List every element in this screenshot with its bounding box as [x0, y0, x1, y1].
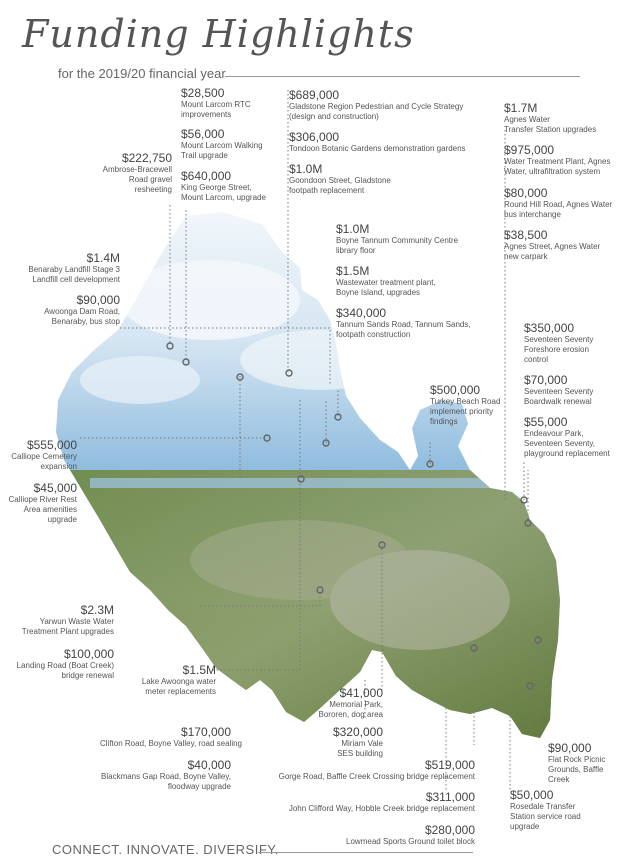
- project-label: $90,000 Awoonga Dam Road, Benaraby, bus stop: [44, 293, 120, 326]
- project-label: $28,500 Mount Larcom RTC improvements: [181, 86, 251, 119]
- project-label: $38,500 Agnes Street, Agnes Water new carpark: [504, 228, 601, 261]
- project-label: $306,000 Tondoon Botanic Gardens demonstration gardens: [289, 130, 466, 153]
- footer-divider: [258, 852, 473, 853]
- page-title: Funding Highlights: [22, 12, 415, 56]
- project-label: $350,000 Seventeen Seventy Foreshore erosion control: [524, 321, 594, 364]
- project-label: $1.0M Boyne Tannum Community Centre library floor: [336, 222, 459, 255]
- project-label: $311,000 John Clifford Way, Hobble Creek bridge replacement: [288, 790, 475, 813]
- project-label: $45,000 Calliope River Rest Area amenities upgrade: [8, 481, 77, 524]
- project-label: $170,000 Clifton Road, Boyne Valley, road sealing: [100, 725, 243, 748]
- project-label: $1.4M Benaraby Landfill Stage 3 Landfill cell development: [28, 251, 120, 284]
- footer-tagline: CONNECT. INNOVATE. DIVERSIFY.: [52, 842, 279, 857]
- project-label: $340,000 Tannum Sands Road, Tannum Sands, footpath construction: [336, 306, 471, 339]
- project-label: $40,000 Blackmans Gap Road, Boyne Valley, floodway upgrade: [101, 758, 231, 791]
- project-label: $1.5M Lake Awoonga water meter replacements: [141, 663, 216, 696]
- project-label: $1.7M Agnes Water Transfer Station upgrades: [504, 101, 597, 134]
- project-label: $90,000 Flat Rock Picnic Grounds, Baffle Creek: [548, 741, 606, 784]
- project-label: $320,000 Miriam Vale SES building: [332, 725, 383, 758]
- project-label: $70,000 Seventeen Seventy Boardwalk renewal: [524, 373, 594, 406]
- project-label: $222,750 Ambrose-Bracewell Road gravel resheeting: [102, 151, 172, 194]
- project-label: $975,000 Water Treatment Plant, Agnes Water, ultrafiltration system: [504, 143, 611, 176]
- project-label: $2.3M Yarwun Waste Water Treatment Plant upgrades: [21, 603, 114, 636]
- project-label: $80,000 Round Hill Road, Agnes Water bus interchange: [504, 186, 613, 219]
- project-label: $41,000 Memorial Park, Bororen, dog area: [318, 686, 383, 719]
- project-label: $56,000 Mount Larcom Walking Trail upgrade: [181, 127, 263, 160]
- project-label: $55,000 Endeavour Park, Seventeen Seventy, playground replacement: [524, 415, 610, 458]
- project-label: $280,000 Lowmead Sports Ground toilet block: [346, 823, 475, 846]
- project-label: $500,000 Turkey Beach Road implement priority findings: [430, 383, 501, 426]
- project-label: $1.0M Goondoon Street, Gladstone footpath replacement: [289, 162, 391, 195]
- project-label: $1.5M Wastewater treatment plant, Boyne Island, upgrades: [336, 264, 436, 297]
- project-label: $519,000 Gorge Road, Baffle Creek Crossing bridge replacement: [278, 758, 475, 781]
- project-label: $640,000 King George Street, Mount Larcom, upgrade: [181, 169, 266, 202]
- page-subtitle: for the 2019/20 financial year: [58, 66, 226, 81]
- project-label: $689,000 Gladstone Region Pedestrian and Cycle Strategy (design and construction): [289, 88, 464, 121]
- project-label: $555,000 Calliope Cemetery expansion: [11, 438, 77, 471]
- project-label: $50,000 Rosedale Transfer Station service road upgrade: [510, 788, 581, 831]
- project-label: $100,000 Landing Road (Boat Creek) bridge renewal: [16, 647, 114, 680]
